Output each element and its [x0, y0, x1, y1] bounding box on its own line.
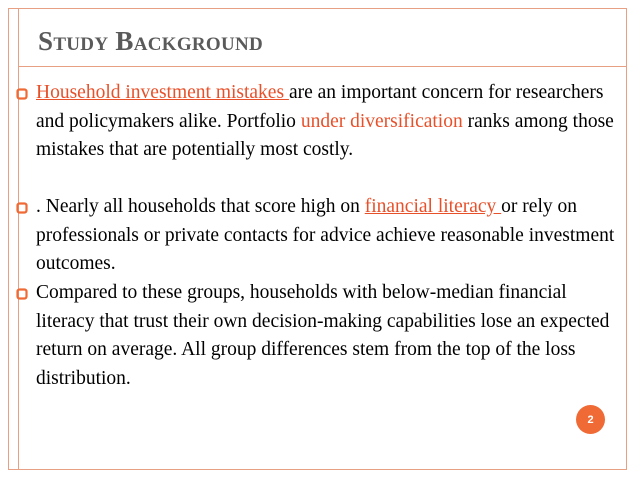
hollow-square-bullet-icon: [16, 88, 28, 100]
bullet-text-segment: under diversification: [300, 110, 463, 132]
bullet-item-2: [36, 193, 616, 279]
hollow-square-bullet-icon: [16, 288, 28, 300]
bullet-text-segment: . Nearly all households that score high on: [36, 196, 365, 217]
bullet-text-segment: are an important concern for researchers and policymakers alike. Portfolio: [36, 82, 604, 132]
bullet-item-1: [36, 79, 616, 165]
bullet-text-segment: or rely on professionals or private contacts for advice achieve reasonable investment outcomes.: [36, 196, 615, 274]
bullet-text-segment[interactable]: Household investment mistakes: [36, 82, 289, 103]
bullet-item-3: [36, 279, 616, 393]
hollow-square-bullet-icon: [16, 202, 28, 214]
slide-left-rule: [18, 8, 19, 470]
title-divider: [18, 66, 627, 67]
page-number-badge: 2: [576, 405, 605, 434]
bullet-text-segment[interactable]: financial literacy: [364, 196, 502, 217]
bullet-text-segment: ranks among those mistakes that are potentially most costly.: [36, 110, 614, 160]
bullet-text-segment: Compared to these groups, households with below-median financial literacy that trust their own decision-making capabilities lose an expected return on average. All group differences stem from the top of the loss distribution.: [36, 282, 610, 389]
slide-title: Study Background: [38, 26, 264, 56]
